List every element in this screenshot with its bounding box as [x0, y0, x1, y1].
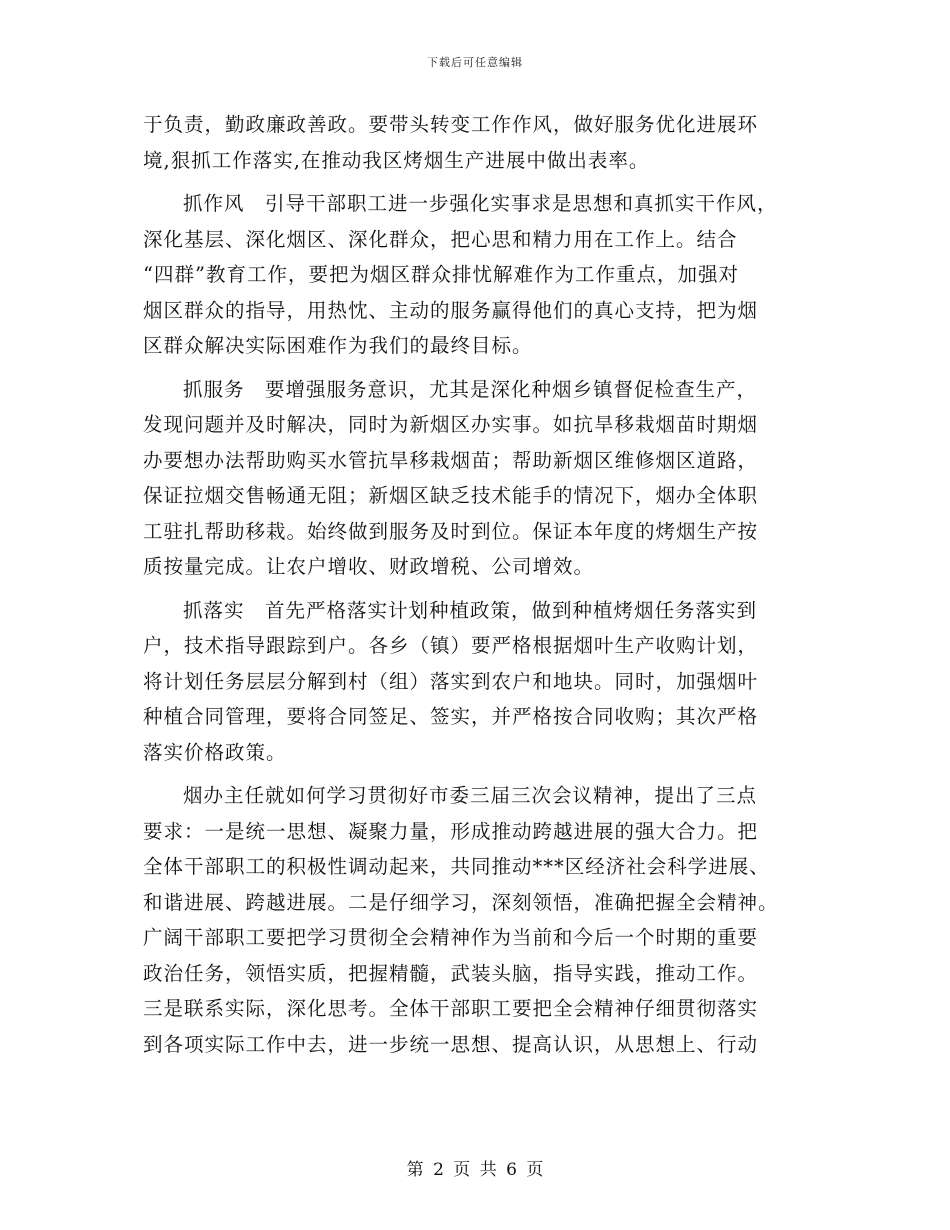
text-line: 种植合同管理，要将合同签足、签实，并严格按合同收购；其次严格 [143, 705, 759, 728]
paragraph-gap [143, 770, 813, 778]
page-header: 下载后可任意编辑 [427, 56, 523, 69]
paragraph [143, 107, 813, 178]
text-line: 三是联系实际，深化思考。全体干部职工要把全会精神仔细贯彻落实 [143, 997, 759, 1020]
paragraph-gap [143, 178, 813, 186]
paragraph [143, 372, 813, 585]
text-line: 全体干部职工的积极性调动起来，共同推动***区经济社会科学进展、 [143, 855, 770, 878]
text-line: “四群”教育工作，要把为烟区群众排忧解难作为工作重点，加强对 [143, 263, 739, 286]
text-line: 要求：一是统一思想、凝聚力量，形成推动跨越进展的强大合力。把 [143, 819, 759, 843]
text-line: 质按量完成。让农户增收、财政增税、公司增效。 [143, 555, 595, 578]
paragraph [143, 778, 813, 1062]
text-line: 发现问题并及时解决，同时为新烟区办实事。如抗旱移栽烟苗时期烟 [143, 413, 759, 436]
page-footer: 第 2 页 共 6 页 [406, 1160, 544, 1180]
text-line: 工驻扎帮助移栽。始终做到服务及时到位。保证本年度的烤烟生产按 [143, 519, 759, 543]
text-line: 办要想办法帮助购买水管抗旱移栽烟苗；帮助新烟区维修烟区道路， [143, 448, 759, 472]
text-line: 到各项实际工作中去，进一步统一思想、提高认识，从思想上、行动 [143, 1032, 759, 1056]
text-line: 抓落实 首先严格落实计划种植政策，做到种植烤烟任务落实到 [183, 598, 758, 622]
text-line: 户，技术指导跟踪到户。各乡（镇）要严格根据烟叶生产收购计划， [143, 634, 759, 657]
document-body [143, 107, 813, 1062]
paragraph [143, 186, 813, 364]
text-line: 烟办主任就如何学习贯彻好市委三届三次会议精神，提出了三点 [183, 784, 758, 807]
text-line: 抓服务 要增强服务意识，尤其是深化种烟乡镇督促检查生产， [183, 377, 758, 401]
text-line: 保证拉烟交售畅通无阻；新烟区缺乏技术能手的情况下，烟办全体职 [143, 484, 759, 507]
text-line: 落实价格政策。 [143, 740, 287, 764]
text-line: 区群众解决实际困难作为我们的最终目标。 [143, 334, 533, 357]
text-line: 深化基层、深化烟区、深化群众，把心思和精力用在工作上。结合 [143, 227, 738, 251]
paragraph-gap [143, 364, 813, 372]
text-line: 将计划任务层层分解到村（组）落实到农户和地块。同时，加强烟叶 [143, 669, 759, 693]
text-line: 和谐进展、跨越进展。二是仔细学习，深刻领悟，准确把握全会精神。 [143, 890, 779, 914]
text-line: 抓作风 引导干部职工进一步强化实事求是思想和真抓实干作风， [183, 192, 778, 215]
text-line: 广阔干部职工要把学习贯彻全会精神作为当前和今后一个时期的重要 [143, 926, 759, 949]
text-line: 于负责，勤政廉政善政。要带头转变工作作风，做好服务优化进展环 [143, 113, 759, 136]
paragraph [143, 593, 813, 771]
paragraph-gap [143, 585, 813, 593]
text-line: 境,狠抓工作落实,在推动我区烤烟生产进展中做出表率。 [143, 148, 650, 172]
text-line: 烟区群众的指导，用热忱、主动的服务赢得他们的真心支持，把为烟 [143, 298, 759, 322]
text-line: 政治任务，领悟实质，把握精髓，武装头脑，指导实践，推动工作。 [143, 961, 759, 985]
